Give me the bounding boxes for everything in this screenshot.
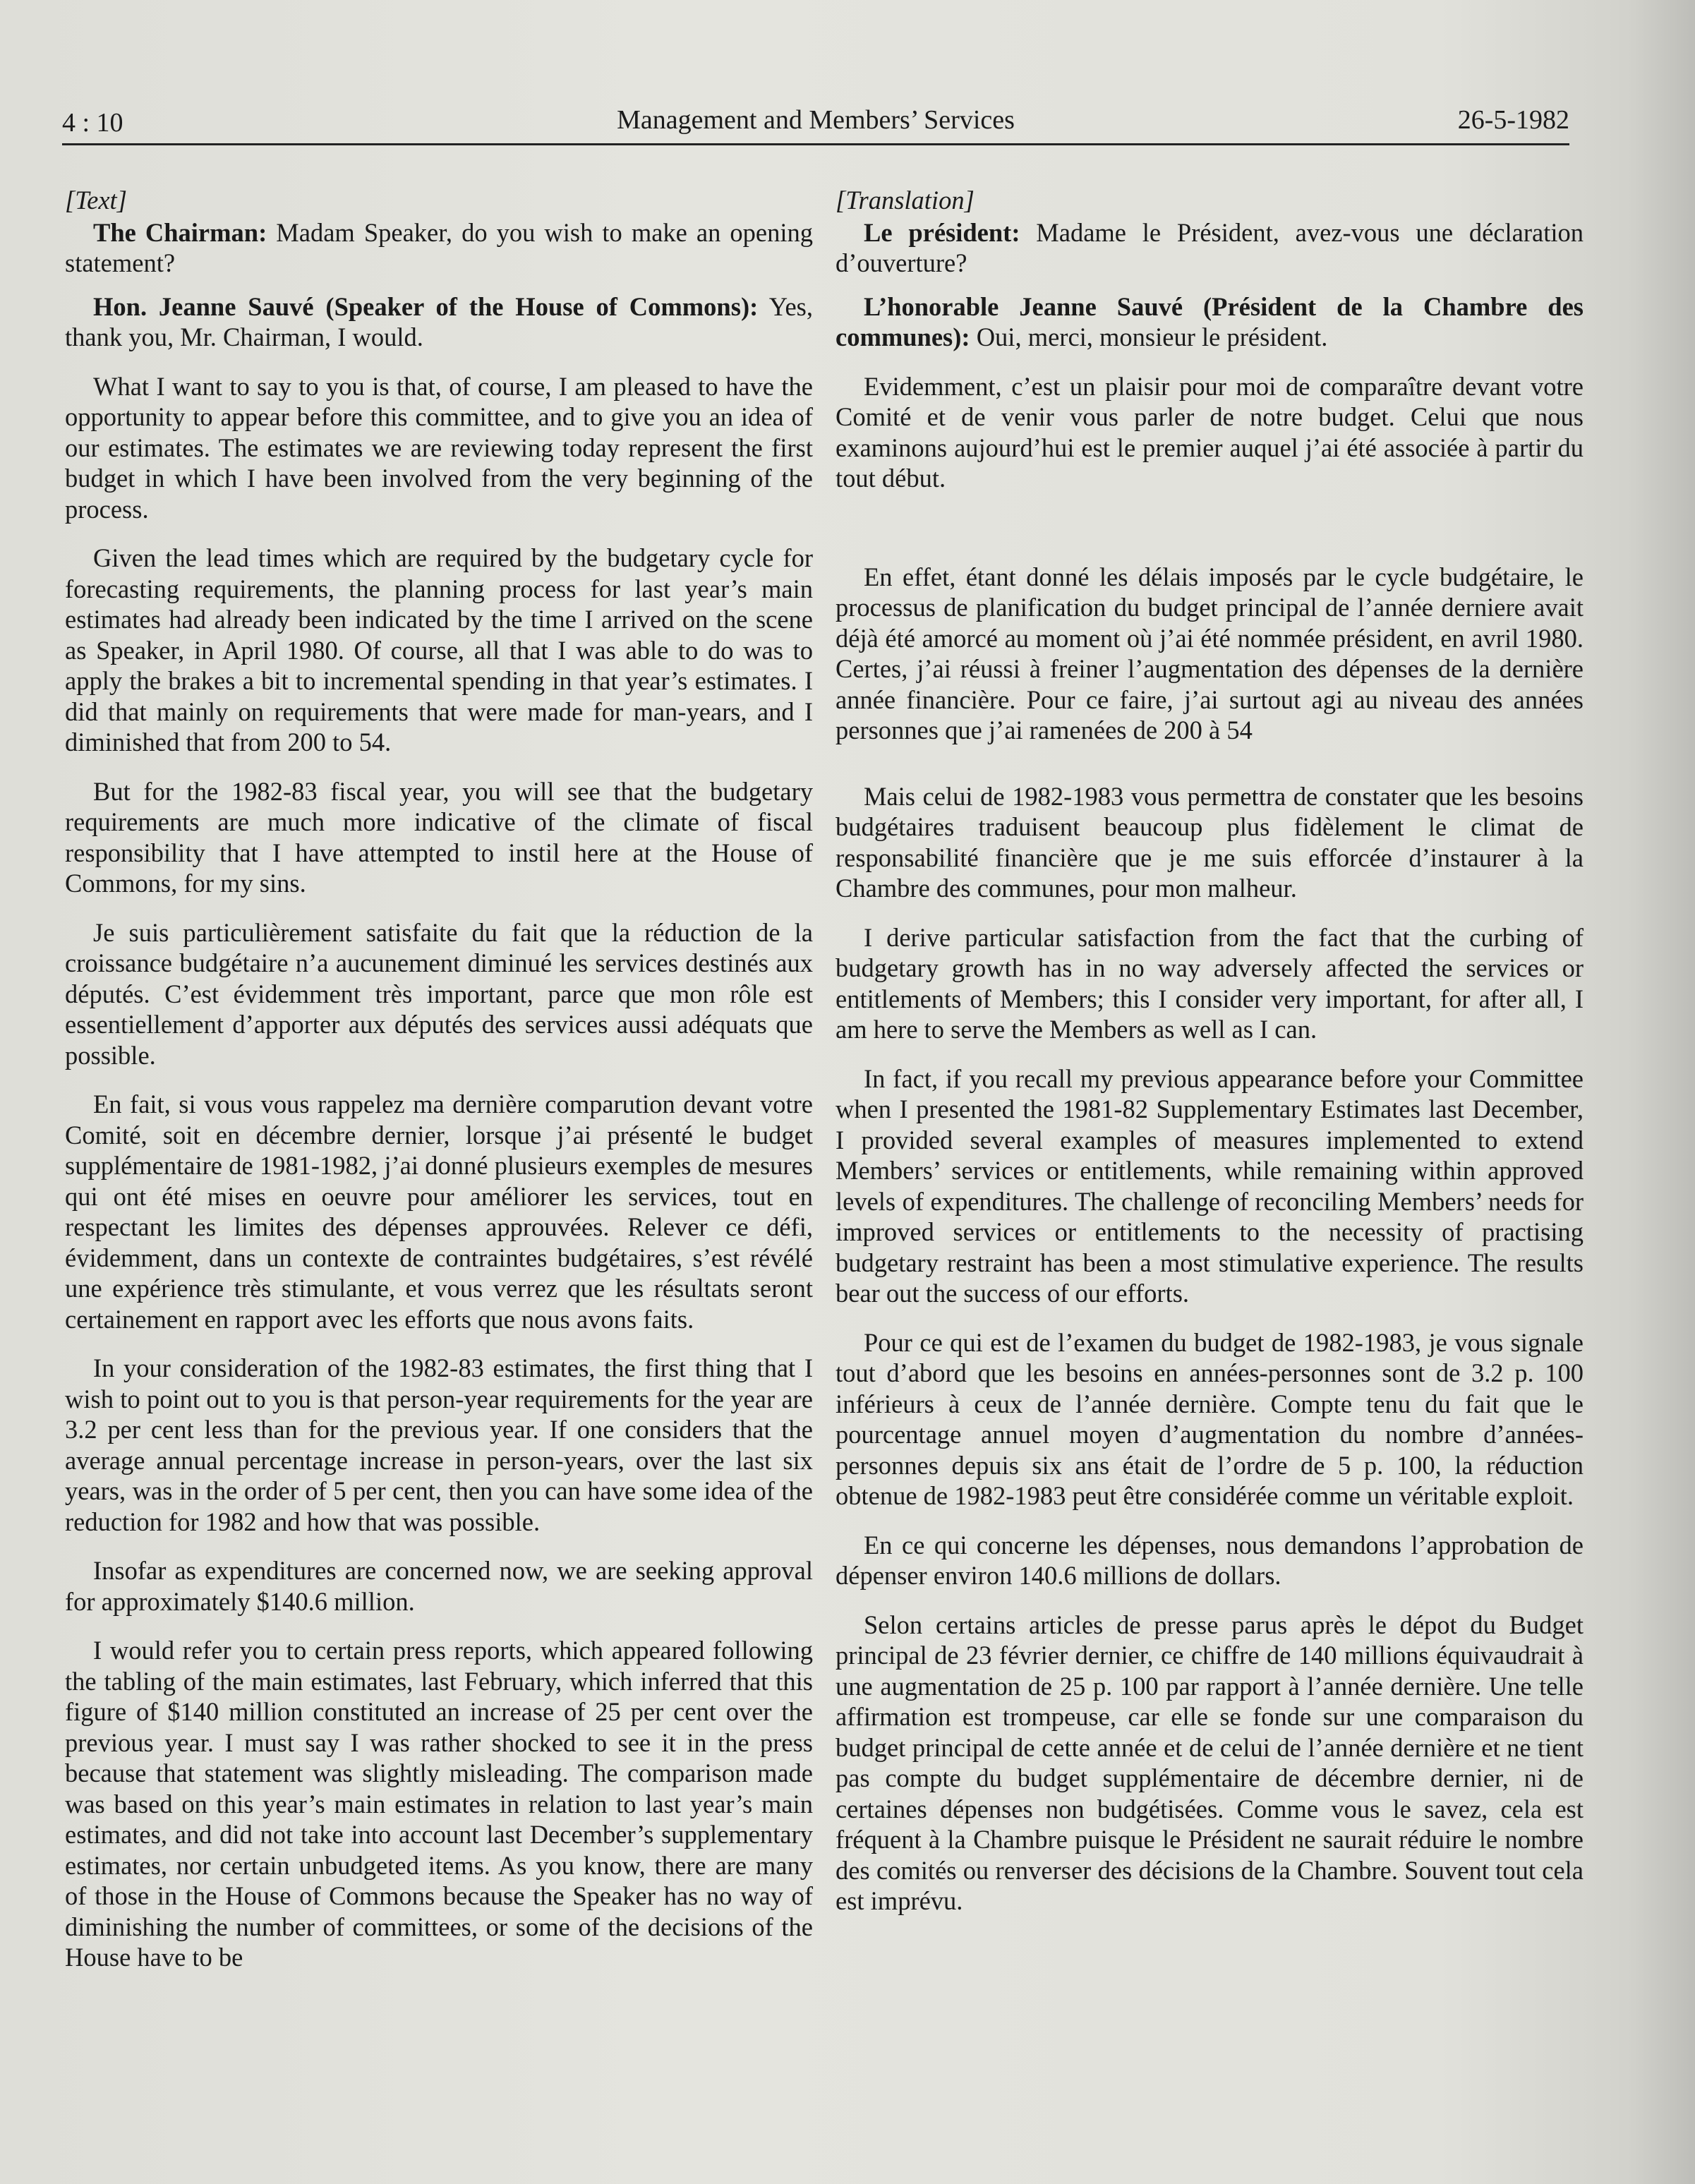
paragraph [836,291,1584,353]
page-header [62,104,1569,144]
left-column [65,185,813,1991]
paragraph [836,217,1584,279]
paragraph: En ce qui concerne les dépenses, nous demandons l’approbation de dépenser environ 140.6 millions de dollars. [836,1530,1584,1590]
paragraph: In fact, if you recall my previous appearance before your Committee when I presented the 1981-82 Supplementary Estimates last December, I provided several examples of measures implemented to extend Members’ services or entitlements, while remaining within approved levels of expenditures. The challenge of reconciling Members’ needs for improved services or entitlements to the necessity of practising budgetary restraint has been a most stimulative experience. The results bear out the success of our efforts. [836,1063,1584,1308]
paragraph: I would refer you to certain press reports, which appeared following the tabling of the main estimates, last February, which inferred that this figure of $140 million constituted an increase of 25 per cent over the previous year. I must say I was rather shocked to see it in the press because that statement was slightly misleading. The comparison made was based on this year’s main estimates in relation to last year’s main estimates, and did not take into account last December’s supplementary estimates, nor certain unbudgeted items. As you know, there are many of those in the House of Commons because the Speaker has no way of diminishing the number of committees, or some of the decisions of the House have to be [65,1636,813,1972]
header-date: 26-5-1982 [1457,105,1569,135]
paragraph: En fait, si vous vous rappelez ma dernière comparution devant votre Comité, soit en décembre dernier, lorsque j’ai présenté le budget supplémentaire de 1981-1982, j’ai donné plusieurs exemples de mesures qui ont été mises en oeuvre pour améliorer les services, tout en respectant les limites des dépenses approuvées. Relever ce défi, évidemment, dans un contexte de contraintes budgétaires, s’est révélé une expérience très stimulante, et vous verrez que les résultats seront certainement en rapport avec les efforts que nous avons faits. [65,1090,813,1334]
paragraph: Insofar as expenditures are concerned now, we are seeking approval for approximately $140.6 million. [65,1556,813,1616]
language-tag: [Text] [65,186,127,215]
speaker-name: The Chairman: [93,217,267,247]
header-rule [62,143,1569,145]
page-number: 4 : 10 [62,108,123,138]
right-column [836,185,1584,1935]
paragraph: I derive particular satisfaction from the fact that the curbing of budgetary growth has in no way adversely affected the services or entitlements of Members; this I consider very important, for after all, I am here to serve the Members as well as I can. [836,922,1584,1044]
paragraph: Evidemment, c’est un plaisir pour moi de comparaître devant votre Comité et de venir vous parler de notre budget. Celui que nous examinons aujourd’hui est le premier auquel j’ai été associée à partir du tout début. [836,371,1584,493]
speaker-name: Le président: [864,217,1020,247]
paragraph: But for the 1982-83 fiscal year, you will see that the budgetary requirements are much more indicative of the climate of fiscal responsibility that I have attempted to instil here at the House of Commons, for my sins. [65,776,813,898]
speech-text: Yes, thank you, Mr. Chairman, I would. [65,291,813,351]
speech-text: Madame le Président, avez-vous une déclaration d’ouverture? [836,217,1584,277]
paragraph [65,291,813,353]
paragraph: Given the lead times which are required by the budgetary cycle for forecasting requirements, the planning process for last year’s main estimates had already been indicated by the time I arrived on the scene as Speaker, in April 1980. Of course, all that I was able to do was to apply the brakes a bit to incremental spending in that year’s estimates. I did that mainly on requirements that were made for man-years, and I diminished that from 200 to 54. [65,543,813,756]
speaker-name: Hon. Jeanne Sauvé (Speaker of the House of Commons): [93,291,759,321]
speaker-name: L’honorable Jeanne Sauvé (Président de la Chambre des communes): [836,291,1584,351]
paragraph: What I want to say to you is that, of course, I am pleased to have the opportunity to appear before this committee, and to give you an idea of our estimates. The estimates we are reviewing today represent the first budget in which I have been involved from the very beginning of the process. [65,371,813,524]
paragraph: En effet, étant donné les délais imposés par le cycle budgétaire, le processus de planification du budget principal de l’année derniere avait déjà été amorcé au moment où j’ai été nommée président, en avril 1980. Certes, j’ai réussi à freiner l’augmentation des dépenses de la dernière année financière. Pour ce faire, j’ai surtout agi au niveau des années personnes que j’ai ramenées de 200 à 54 [836,562,1584,744]
paragraph: Mais celui de 1982-1983 vous permettra de constater que les besoins budgétaires traduisent beaucoup plus fidèlement le climat de responsabilité financière que je me suis efforcée d’instaurer à la Chambre des communes, pour mon malheur. [836,781,1584,903]
paragraph: Je suis particulièrement satisfaite du fait que la réduction de la croissance budgétaire n’a aucunement diminué les services destinés aux députés. C’est évidemment très important, parce que mon rôle est essentiellement d’apporter aux députés des services aussi adéquats que possible. [65,917,813,1070]
speech-text: Madam Speaker, do you wish to make an opening statement? [65,217,813,277]
language-tag: [Translation] [836,186,975,215]
paragraph: Selon certains articles de presse parus après le dépot du Budget principal de 23 février dernier, ce chiffre de 140 millions équivaudrait à une augmentation de 25 p. 100 par rapport à l’année dernière. Une telle affirmation est trompeuse, car elle se fonde sur une comparaison du budget principal de cette année et de celui de l’année dernière et ne tient pas compte du budget supplémentaire de décembre dernier, ni de certaines dépenses non budgétisées. Comme vous le savez, cela est fréquent à la Chambre puisque le Président ne saurait réduire le nombre des comités ou renverser des décisions de la Chambre. Souvent tout cela est imprévu. [836,1610,1584,1915]
running-title: Management and Members’ Services [617,105,1015,135]
paragraph [65,217,813,279]
speech-text: Oui, merci, monsieur le président. [970,322,1328,351]
paragraph: In your consideration of the 1982-83 estimates, the first thing that I wish to point out to you is that person-year requirements for the year are 3.2 per cent less than for the previous year. If one considers that the average annual percentage increase in person-years, over the last six years, was in the order of 5 per cent, then you can have some idea of the reduction for 1982 and how that was possible. [65,1353,813,1536]
paragraph: Pour ce qui est de l’examen du budget de 1982-1983, je vous signale tout d’abord que les besoins en années-personnes sont de 3.2 p. 100 inférieurs à ceux de l’année dernière. Compte tenu du fait que le pourcentage annuel moyen d’augmentation du nombre d’années-personnes depuis six ans était de l’ordre de 5 p. 100, la réduction obtenue de 1982-1983 peut être considérée comme un véritable exploit. [836,1327,1584,1510]
